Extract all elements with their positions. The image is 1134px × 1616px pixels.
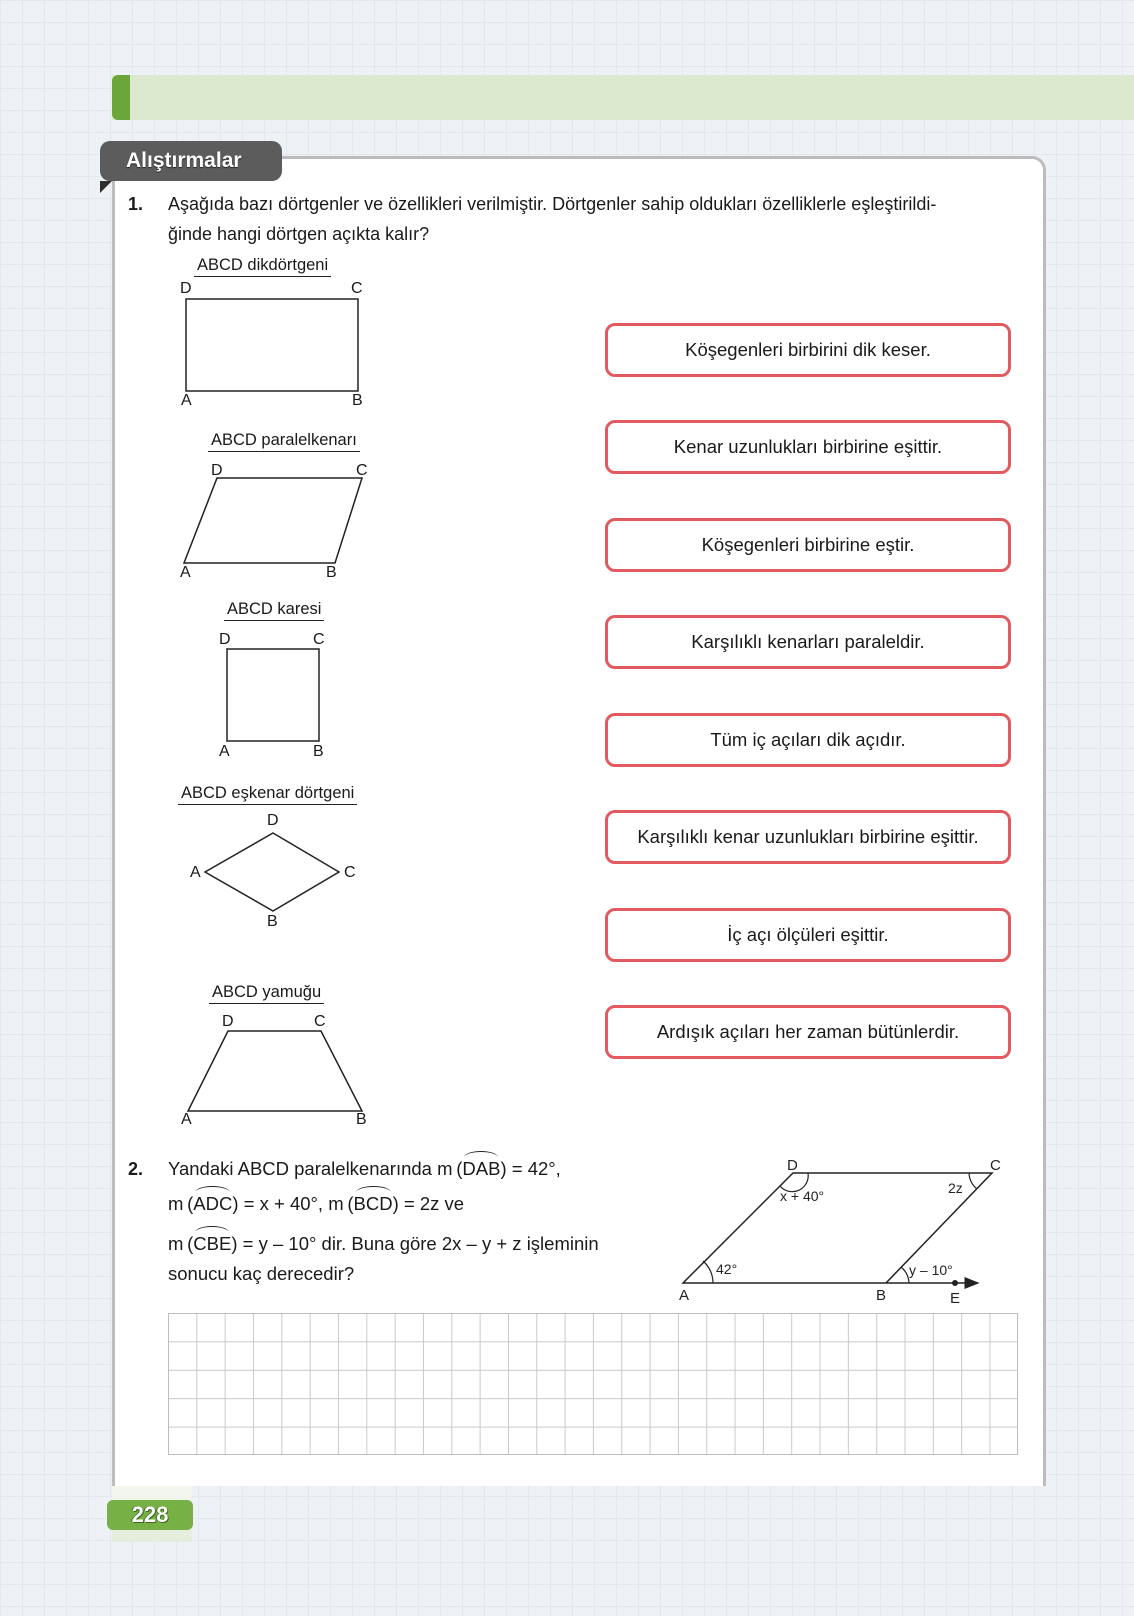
property-text: İç açı ölçüleri eşittir. (727, 924, 889, 945)
q2-vertex-d: D (787, 1157, 798, 1174)
rhombus-title: ABCD eşkenar dörtgeni (178, 784, 357, 805)
property-box (605, 615, 1011, 669)
q2-text: = x + 40°, m (243, 1193, 344, 1214)
rhombus-vertex-a: A (190, 864, 201, 881)
q2-text: = 2z ve (403, 1193, 465, 1214)
property-text: Köşegenleri birbirini dik keser. (685, 339, 931, 360)
section-tab-fold (100, 181, 112, 193)
answer-grid[interactable] (168, 1313, 1018, 1455)
q2-vertex-c: C (990, 1157, 1001, 1174)
rectangle-vertex-a: A (181, 392, 192, 409)
square-vertex-a: A (219, 743, 230, 760)
angle-notation: CBE (193, 1233, 232, 1254)
parallelogram-vertex-a: A (180, 564, 191, 581)
property-box (605, 323, 1011, 377)
property-box (605, 713, 1011, 767)
angle-notation: DAB (462, 1158, 501, 1179)
q2-text: m (168, 1233, 184, 1254)
q2-angle-b-label: y – 10° (909, 1262, 953, 1278)
rhombus-vertex-d: D (267, 812, 279, 829)
property-box (605, 1005, 1011, 1059)
trapezoid-vertex-d: D (222, 1013, 234, 1030)
q2-angle-c-label: 2z (948, 1180, 963, 1196)
angle-notation: BCD (353, 1193, 393, 1214)
header-bar (112, 75, 1134, 120)
section-tab: Alıştırmalar (100, 141, 282, 181)
parallelogram-vertex-b: B (326, 564, 337, 581)
question-1-text-line1: Aşağıda bazı dörtgenler ve özellikleri verilmiştir. Dörtgenler sahip oldukları özelliklerle eşleştirildi- (168, 194, 937, 214)
square-vertex-b: B (313, 743, 324, 760)
property-text: Karşılıklı kenar uzunlukları birbirine eşittir. (637, 826, 979, 847)
trapezoid-vertex-c: C (314, 1013, 326, 1030)
rectangle-vertex-c: C (351, 280, 363, 297)
q2-text: = y – 10° dir. Buna göre 2x – y + z işleminin (242, 1233, 599, 1254)
rectangle-title: ABCD dikdörtgeni (194, 256, 331, 277)
question-2-line2: m (ADC) = x + 40°, m (BCD) = 2z ve (168, 1193, 465, 1214)
property-text: Ardışık açıları her zaman bütünlerdir. (656, 1021, 960, 1042)
q2-vertex-a: A (679, 1287, 690, 1304)
question-2-line4: sonucu kaç derecedir? (168, 1263, 355, 1284)
property-text: Köşegenleri birbirine eştir. (701, 534, 915, 555)
question-2-line1: Yandaki ABCD paralelkenarında m (DAB) = 42°, (168, 1158, 561, 1179)
question-1-text-line2: ğinde hangi dörtgen açıkta kalır? (168, 224, 430, 244)
question-2-line3: m (CBE) = y – 10° dir. Buna göre 2x – y + z işleminin (168, 1233, 599, 1254)
q2-vertex-e: E (950, 1290, 961, 1307)
rectangle-vertex-d: D (180, 280, 192, 297)
property-box (605, 518, 1011, 572)
property-text: Tüm iç açıları dik açıdır. (710, 729, 906, 750)
property-box (605, 420, 1011, 474)
property-text: Karşılıklı kenarları paraleldir. (691, 631, 925, 652)
question-1-number: 1. (128, 194, 144, 214)
trapezoid-vertex-a: A (181, 1111, 192, 1128)
q2-angle-d-label: x + 40° (780, 1188, 825, 1204)
question-2-number: 2. (128, 1159, 144, 1179)
rhombus-vertex-c: C (344, 864, 356, 881)
q2-text: = 42°, (511, 1158, 561, 1179)
q2-text: m (168, 1193, 184, 1214)
parallelogram-vertex-c: C (356, 462, 368, 479)
header-bar-accent (112, 75, 130, 120)
q2-angle-a-label: 42° (716, 1261, 738, 1277)
rectangle-vertex-b: B (352, 392, 363, 409)
page-number: 228 (107, 1500, 193, 1530)
q2-vertex-b: B (876, 1287, 887, 1304)
square-vertex-d: D (219, 631, 231, 648)
angle-notation: ADC (193, 1193, 233, 1214)
property-box (605, 908, 1011, 962)
square-vertex-c: C (313, 631, 325, 648)
trapezoid-title: ABCD yamuğu (209, 983, 324, 1004)
property-text: Kenar uzunlukları birbirine eşittir. (673, 436, 943, 457)
rhombus-vertex-b: B (267, 913, 278, 930)
parallelogram-title: ABCD paralelkenarı (208, 431, 360, 452)
square-title: ABCD karesi (224, 600, 324, 621)
trapezoid-vertex-b: B (356, 1111, 367, 1128)
q2-text: Yandaki ABCD paralelkenarında m (168, 1158, 453, 1179)
property-box (605, 810, 1011, 864)
parallelogram-vertex-d: D (211, 462, 223, 479)
